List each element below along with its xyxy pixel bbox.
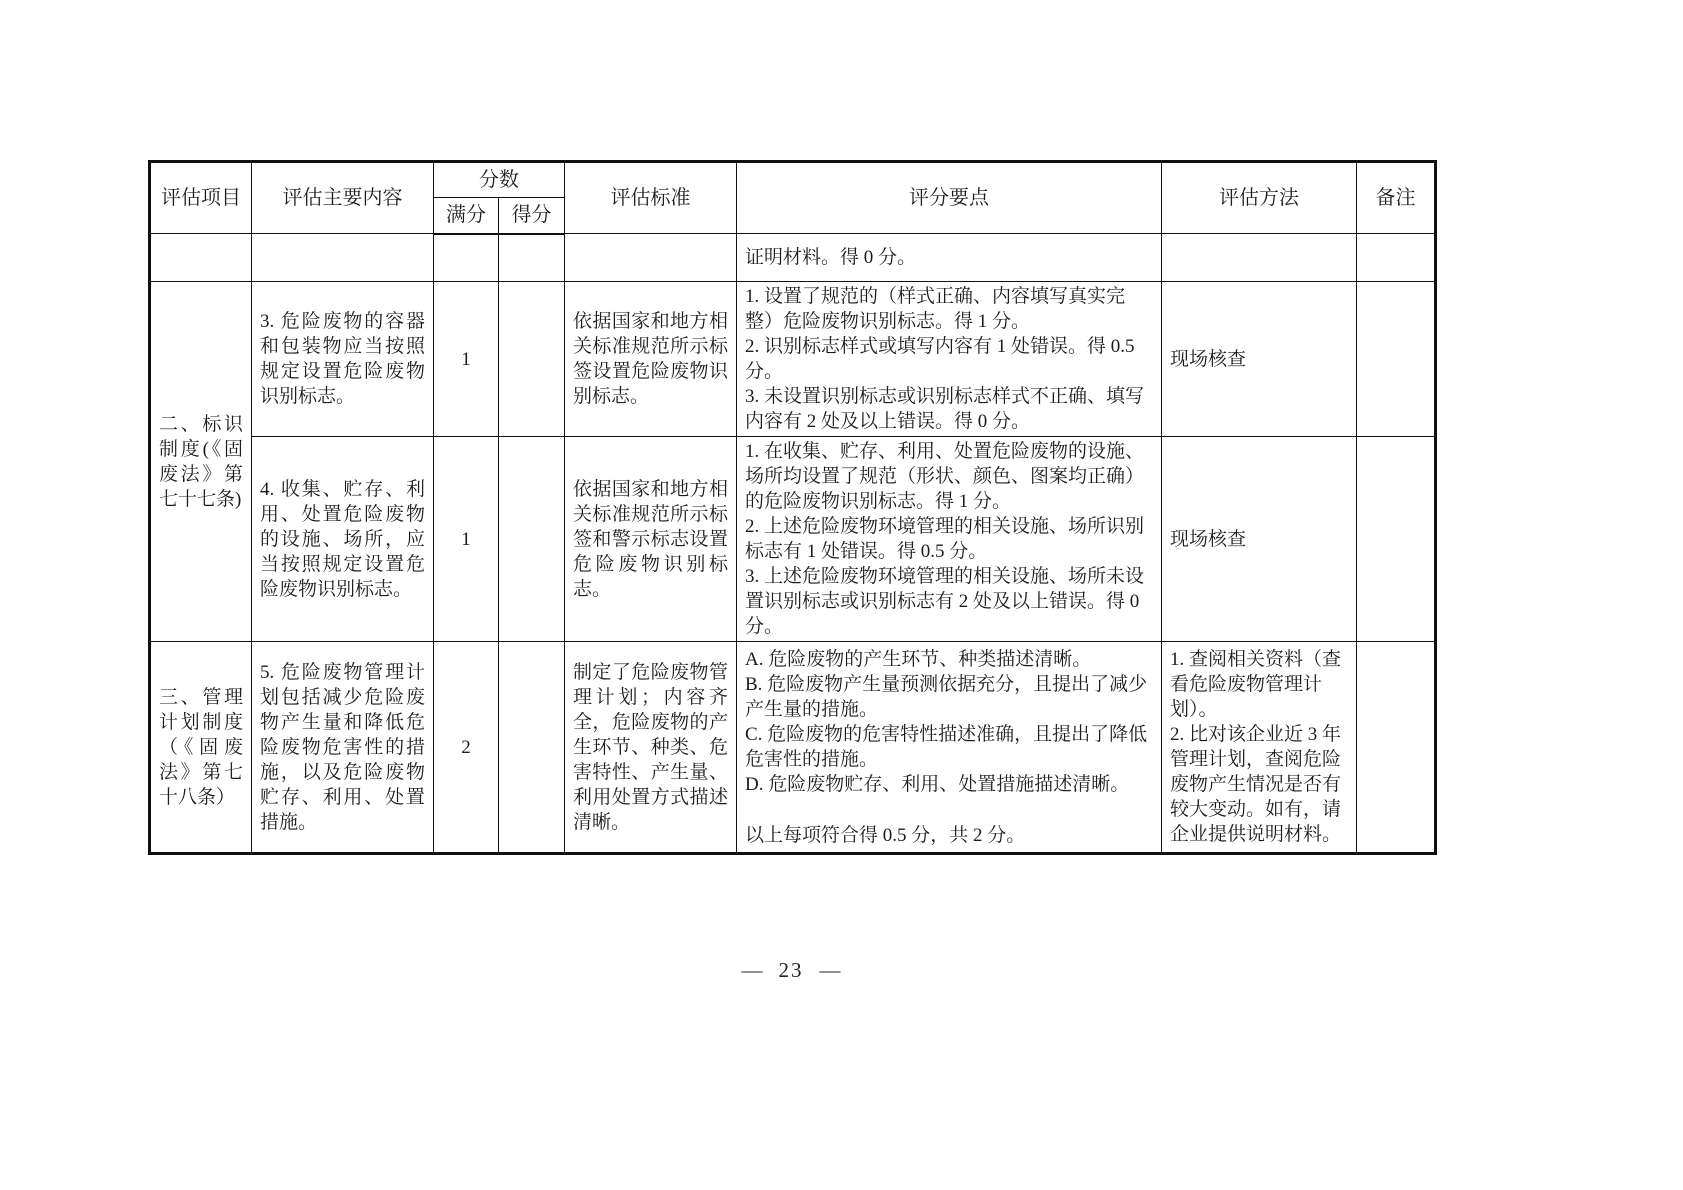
cell-content: 3. 危险废物的容器和包装物应当按照规定设置危险废物识别标志。 bbox=[252, 282, 434, 437]
cell-remark-empty bbox=[1357, 642, 1436, 854]
text-line: 3. 上述危险废物环境管理的相关设施、场所未设置识别标志或识别标志有 2 处及以上错误。得 0 分。 bbox=[745, 566, 1145, 637]
header-obtained-score: 得分 bbox=[499, 198, 565, 234]
cell-method: 现场核查 bbox=[1162, 437, 1357, 642]
cell-remark-empty bbox=[1357, 437, 1436, 642]
footer-dash-left: — bbox=[741, 958, 763, 982]
header-main-content: 评估主要内容 bbox=[252, 162, 434, 234]
cell-content-empty bbox=[252, 234, 434, 282]
cell-section-marking: 二、标识制度(《固废法》第七十七条) bbox=[150, 282, 252, 642]
scoring-note: 以上每项符合得 0.5 分，共 2 分。 bbox=[745, 824, 1026, 846]
cell-obtained-score-empty bbox=[499, 234, 565, 282]
cell-scoring-points bbox=[737, 642, 1162, 854]
header-score-group: 分数 bbox=[434, 162, 565, 198]
cell-obtained-score-empty bbox=[499, 282, 565, 437]
table-row-continuation bbox=[150, 234, 1436, 282]
evaluation-table bbox=[148, 160, 1437, 855]
cell-full-score: 1 bbox=[434, 437, 499, 642]
blank-line bbox=[745, 797, 1153, 823]
text-line: B. 危险废物产生量预测依据充分，且提出了减少产生量的措施。 bbox=[745, 673, 1148, 720]
cell-standard: 依据国家和地方相关标准规范所示标签和警示标志设置危险废物识别标志。 bbox=[565, 437, 737, 642]
text-line: 1. 设置了规范的（样式正确、内容填写真实完整）危险废物识别标志。得 1 分。 bbox=[745, 286, 1126, 332]
page-footer bbox=[148, 958, 1434, 983]
header-standard: 评估标准 bbox=[565, 162, 737, 234]
header-row bbox=[150, 162, 1436, 198]
header-method: 评估方法 bbox=[1162, 162, 1357, 234]
table-row-item3 bbox=[150, 282, 1436, 437]
cell-full-score: 2 bbox=[434, 642, 499, 854]
cell-section-management-plan: 三、管理计划制度（《固废法》第七十八条） bbox=[150, 642, 252, 854]
cell-full-score-empty bbox=[434, 234, 499, 282]
cell-standard-empty bbox=[565, 234, 737, 282]
cell-standard: 依据国家和地方相关标准规范所示标签设置危险废物识别标志。 bbox=[565, 282, 737, 437]
text-line: 2. 上述危险废物环境管理的相关设施、场所识别标志有 1 处错误。得 0.5 分。 bbox=[745, 516, 1145, 562]
text-line: A. 危险废物的产生环节、种类描述清晰。 bbox=[745, 648, 1092, 670]
text-line: 2. 比对该企业近 3 年管理计划，查阅危险废物产生情况是否有较大变动。如有，请企业提供说明材料。 bbox=[1170, 724, 1342, 845]
header-item: 评估项目 bbox=[150, 162, 252, 234]
cell-remark-empty bbox=[1357, 234, 1436, 282]
text-line: 2. 识别标志样式或填写内容有 1 处错误。得 0.5 分。 bbox=[745, 336, 1135, 382]
cell-method-empty bbox=[1162, 234, 1357, 282]
text-line: 1. 查阅相关资料（查看危险废物管理计划）。 bbox=[1170, 649, 1342, 720]
text-line: D. 危险废物贮存、利用、处置措施描述清晰。 bbox=[745, 773, 1130, 795]
text-line: 证明材料。得 0 分。 bbox=[745, 247, 917, 268]
header-scoring-points: 评分要点 bbox=[737, 162, 1162, 234]
cell-full-score: 1 bbox=[434, 282, 499, 437]
header-remark: 备注 bbox=[1357, 162, 1436, 234]
cell-scoring-points bbox=[737, 437, 1162, 642]
table-row-item4 bbox=[150, 437, 1436, 642]
cell-item-empty bbox=[150, 234, 252, 282]
cell-content: 5. 危险废物管理计划包括减少危险废物产生量和降低危险废物危害性的措施，以及危险废物贮存、利用、处置措施。 bbox=[252, 642, 434, 854]
table-row-item5 bbox=[150, 642, 1436, 854]
cell-content: 4. 收集、贮存、利用、处置危险废物的设施、场所，应当按照规定设置危险废物识别标志。 bbox=[252, 437, 434, 642]
cell-standard: 制定了危险废物管理计划；内容齐全，危险废物的产生环节、种类、危害特性、产生量、利用处置方式描述清晰。 bbox=[565, 642, 737, 854]
cell-scoring-points bbox=[737, 282, 1162, 437]
cell-obtained-score-empty bbox=[499, 437, 565, 642]
cell-remark-empty bbox=[1357, 282, 1436, 437]
footer-dash-right: — bbox=[819, 958, 841, 982]
cell-obtained-score-empty bbox=[499, 642, 565, 854]
text-line: C. 危险废物的危害特性描述准确，且提出了降低危害性的措施。 bbox=[745, 723, 1148, 770]
text-line: 3. 未设置识别标志或识别标志样式不正确、填写内容有 2 处及以上错误。得 0 分。 bbox=[745, 386, 1145, 432]
cell-method: 现场核查 bbox=[1162, 282, 1357, 437]
text-line: 1. 在收集、贮存、利用、处置危险废物的设施、场所均设置了规范（形状、颜色、图案均正确）的危险废物识别标志。得 1 分。 bbox=[745, 441, 1145, 512]
cell-scoring-points bbox=[737, 234, 1162, 282]
cell-method bbox=[1162, 642, 1357, 854]
page-number: 23 bbox=[778, 958, 804, 982]
header-full-score: 满分 bbox=[434, 198, 499, 234]
